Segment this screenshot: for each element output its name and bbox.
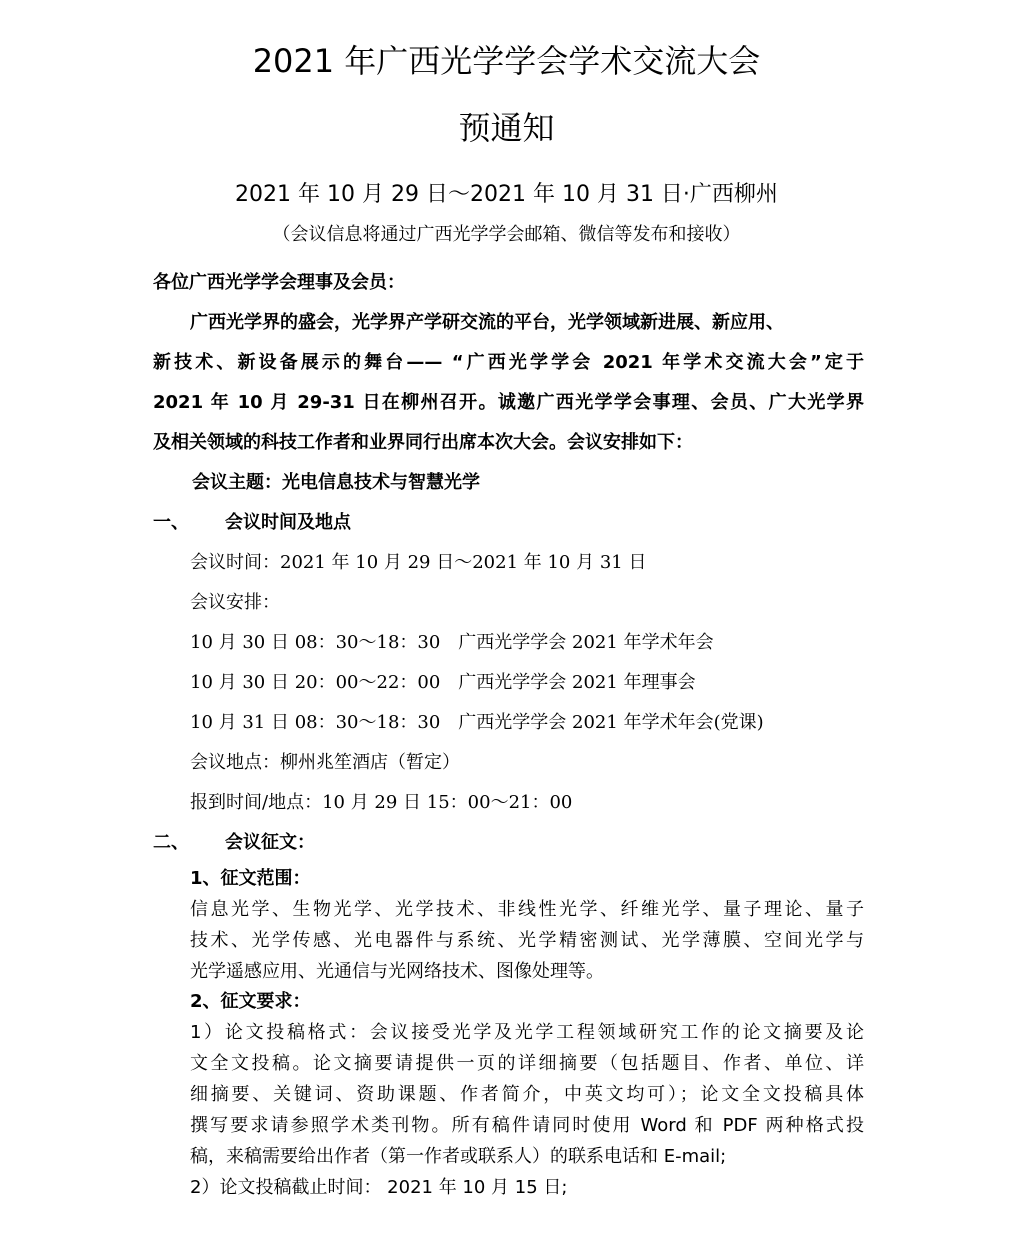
section-2-heading: 会议征文：	[225, 832, 315, 853]
requirements-line: 撰写要求请参照学术类刊物。所有稿件请同时使用 Word 和 PDF 两种格式投	[190, 1115, 864, 1136]
scope-line: 光学遥感应用、光通信与光网络技术、图像处理等。	[190, 961, 604, 982]
submission-deadline: 2）论文投稿截止时间： 2021 年 10 月 15 日;	[190, 1177, 568, 1198]
intro-line-3: 2021 年 10 月 29-31 日在柳州召开。诚邀广西光学学会事理、会员、广大光学界	[153, 392, 864, 413]
section-2-number: 二、	[153, 832, 189, 853]
venue: 会议地点：柳州兆笙酒店（暂定）	[190, 752, 460, 773]
scope-line: 技术、光学传感、光电器件与系统、光学精密测试、光学薄膜、空间光学与	[190, 930, 864, 951]
requirements-line: 细摘要、关键词、资助课题、作者简介，中英文均可）；论文全文投稿具体	[190, 1084, 864, 1105]
page-title: 2021 年广西光学学会学术交流大会	[252, 42, 761, 80]
page-subtitle: 预通知	[458, 109, 555, 147]
intro-line-2: 新技术、新设备展示的舞台—— “广西光学学会 2021 年学术交流大会”定于	[153, 352, 864, 373]
requirements-heading: 2、征文要求：	[190, 991, 311, 1012]
requirements-line: 稿，来稿需要给出作者（第一作者或联系人）的联系电话和 E-mail;	[190, 1146, 727, 1167]
meeting-theme: 会议主题：光电信息技术与智慧光学	[192, 472, 480, 493]
schedule-label: 会议安排：	[190, 592, 280, 613]
salutation: 各位广西光学学会理事及会员：	[153, 272, 405, 293]
registration-info: 报到时间/地点：10 月 29 日 15：00～21：00	[190, 792, 573, 813]
scope-line: 信息光学、生物光学、光学技术、非线性光学、纤维光学、量子理论、量子	[190, 899, 864, 920]
schedule-item: 10 月 30 日 08：30～18：30 广西光学学会 2021 年学术年会	[190, 632, 714, 653]
section-1-heading: 会议时间及地点	[225, 512, 351, 533]
section-1-number: 一、	[153, 512, 189, 533]
requirements-line: 文全文投稿。论文摘要请提供一页的详细摘要（包括题目、作者、单位、详	[190, 1053, 864, 1074]
meeting-time: 会议时间：2021 年 10 月 29 日～2021 年 10 月 31 日	[190, 552, 647, 573]
date-location: 2021 年 10 月 29 日～2021 年 10 月 31 日·广西柳州	[235, 182, 778, 207]
intro-line-4: 及相关领域的科技工作者和业界同行出席本次大会。会议安排如下：	[153, 432, 693, 453]
schedule-item: 10 月 31 日 08：30～18：30 广西光学学会 2021 年学术年会(党课)	[190, 712, 764, 733]
requirements-line: 1）论文投稿格式：会议接受光学及光学工程领域研究工作的论文摘要及论	[190, 1022, 864, 1043]
scope-heading: 1、征文范围：	[190, 868, 311, 889]
schedule-item: 10 月 30 日 20：00～22：00 广西光学学会 2021 年理事会	[190, 672, 696, 693]
intro-line-1: 广西光学界的盛会，光学界产学研交流的平台，光学领域新进展、新应用、	[190, 312, 784, 333]
info-note: （会议信息将通过广西光学学会邮箱、微信等发布和接收）	[272, 224, 741, 245]
